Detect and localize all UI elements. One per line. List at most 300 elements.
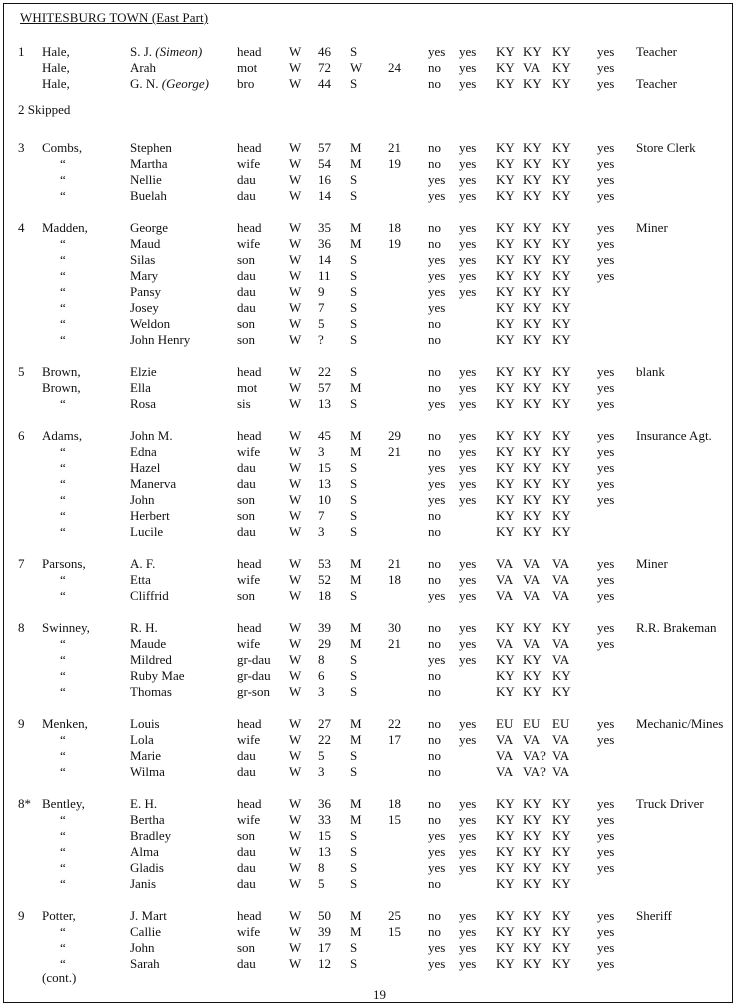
- age: 39: [318, 924, 331, 939]
- race: W: [289, 188, 302, 203]
- census-row: [4, 796, 732, 812]
- race: W: [289, 924, 302, 939]
- attended-school: no: [428, 668, 441, 683]
- census-row: [4, 364, 732, 380]
- birthplace-mother: KY: [552, 380, 571, 395]
- census-row: [4, 44, 732, 60]
- literate: yes: [459, 956, 477, 971]
- marital-status: S: [350, 828, 358, 843]
- speaks-english: yes: [597, 812, 615, 827]
- attended-school: no: [428, 812, 441, 827]
- speaks-english: yes: [597, 188, 615, 203]
- given-name: Weldon: [130, 316, 171, 331]
- speaks-english: yes: [597, 460, 615, 475]
- speaks-english: yes: [597, 716, 615, 731]
- marital-status: S: [350, 252, 358, 267]
- marital-status: M: [350, 636, 362, 651]
- literate: yes: [459, 732, 477, 747]
- family-number: 4: [18, 220, 25, 235]
- relation: gr-son: [237, 684, 270, 699]
- race: W: [289, 444, 302, 459]
- marital-status: S: [350, 44, 358, 59]
- surname: Madden,: [42, 220, 88, 235]
- attended-school: no: [428, 572, 441, 587]
- relation: head: [237, 556, 262, 571]
- surname: “: [60, 684, 66, 699]
- full-name-note: (George): [161, 76, 209, 91]
- marital-status: M: [350, 716, 362, 731]
- given-name: Lucile: [130, 524, 164, 539]
- race: W: [289, 748, 302, 763]
- birthplace-self: KY: [496, 60, 515, 75]
- occupation: R.R. Brakeman: [636, 620, 717, 635]
- surname: “: [60, 460, 66, 475]
- relation: son: [237, 508, 256, 523]
- census-row: [4, 236, 732, 252]
- literate: yes: [459, 188, 477, 203]
- marital-status: S: [350, 508, 358, 523]
- surname: “: [60, 812, 66, 827]
- literate: yes: [459, 140, 477, 155]
- race: W: [289, 300, 302, 315]
- birthplace-self: KY: [496, 252, 515, 267]
- age: 33: [318, 812, 331, 827]
- relation: wife: [237, 812, 261, 827]
- birthplace-self: KY: [496, 924, 515, 939]
- given-name: Pansy: [130, 284, 162, 299]
- birthplace-father: KY: [523, 476, 542, 491]
- years-married: 30: [388, 620, 401, 635]
- birthplace-father: KY: [523, 620, 542, 635]
- birthplace-father: VA?: [523, 764, 546, 779]
- birthplace-mother: KY: [552, 284, 571, 299]
- race: W: [289, 588, 302, 603]
- speaks-english: yes: [597, 572, 615, 587]
- birthplace-father: KY: [523, 684, 542, 699]
- race: W: [289, 764, 302, 779]
- speaks-english: yes: [597, 636, 615, 651]
- attended-school: yes: [428, 268, 446, 283]
- family-number: 5: [18, 364, 25, 379]
- relation: wife: [237, 444, 261, 459]
- census-row: [4, 828, 732, 844]
- given-name: Janis: [130, 876, 156, 891]
- race: W: [289, 652, 302, 667]
- years-married: 21: [388, 140, 401, 155]
- birthplace-self: KY: [496, 140, 515, 155]
- census-row: [4, 460, 732, 476]
- marital-status: M: [350, 140, 362, 155]
- birthplace-self: KY: [496, 684, 515, 699]
- birthplace-self: KY: [496, 460, 515, 475]
- literate: yes: [459, 492, 477, 507]
- birthplace-self: KY: [496, 908, 515, 923]
- race: W: [289, 620, 302, 635]
- years-married: 18: [388, 572, 401, 587]
- birthplace-self: KY: [496, 220, 515, 235]
- birthplace-self: KY: [496, 76, 515, 91]
- given-name: Louis: [130, 716, 160, 731]
- marital-status: S: [350, 876, 358, 891]
- occupation: Truck Driver: [636, 796, 704, 811]
- birthplace-self: KY: [496, 956, 515, 971]
- census-row: [4, 940, 732, 956]
- attended-school: yes: [428, 44, 446, 59]
- relation: sis: [237, 396, 251, 411]
- attended-school: no: [428, 76, 441, 91]
- surname: Bentley,: [42, 796, 85, 811]
- birthplace-self: VA: [496, 572, 514, 587]
- relation: wife: [237, 732, 261, 747]
- census-row: [4, 316, 732, 332]
- relation: mot: [237, 380, 258, 395]
- marital-status: M: [350, 444, 362, 459]
- given-name: George: [130, 220, 169, 235]
- relation: dau: [237, 876, 256, 891]
- birthplace-father: VA: [523, 572, 541, 587]
- census-row: [4, 444, 732, 460]
- race: W: [289, 428, 302, 443]
- literate: yes: [459, 444, 477, 459]
- age: 9: [318, 284, 325, 299]
- years-married: 29: [388, 428, 401, 443]
- relation: dau: [237, 300, 256, 315]
- race: W: [289, 940, 302, 955]
- continued-note: (cont.): [42, 970, 77, 985]
- literate: yes: [459, 796, 477, 811]
- relation: dau: [237, 764, 256, 779]
- age: ?: [318, 332, 324, 347]
- speaks-english: yes: [597, 252, 615, 267]
- birthplace-mother: KY: [552, 684, 571, 699]
- race: W: [289, 556, 302, 571]
- relation: dau: [237, 956, 256, 971]
- age: 39: [318, 620, 331, 635]
- birthplace-self: VA: [496, 732, 514, 747]
- census-row: [4, 332, 732, 348]
- given-name: E. H.: [130, 796, 158, 811]
- attended-school: no: [428, 156, 441, 171]
- birthplace-father: KY: [523, 508, 542, 523]
- speaks-english: yes: [597, 60, 615, 75]
- surname: “: [60, 284, 66, 299]
- given-name: Callie: [130, 924, 162, 939]
- surname: “: [60, 588, 66, 603]
- given-name: Cliffrid: [130, 588, 169, 603]
- given-name: G. N. (George): [130, 76, 209, 91]
- birthplace-mother: VA: [552, 764, 570, 779]
- birthplace-mother: KY: [552, 492, 571, 507]
- race: W: [289, 732, 302, 747]
- relation: dau: [237, 844, 256, 859]
- birthplace-mother: KY: [552, 460, 571, 475]
- literate: yes: [459, 428, 477, 443]
- attended-school: no: [428, 908, 441, 923]
- surname: “: [60, 236, 66, 251]
- census-row: [4, 476, 732, 492]
- age: 46: [318, 44, 331, 59]
- race: W: [289, 460, 302, 475]
- age: 36: [318, 236, 331, 251]
- speaks-english: yes: [597, 492, 615, 507]
- race: W: [289, 572, 302, 587]
- literate: yes: [459, 812, 477, 827]
- birthplace-father: KY: [523, 172, 542, 187]
- race: W: [289, 844, 302, 859]
- occupation: blank: [636, 364, 665, 379]
- literate: yes: [459, 908, 477, 923]
- attended-school: no: [428, 620, 441, 635]
- page-number: 19: [373, 987, 386, 1002]
- relation: wife: [237, 572, 261, 587]
- marital-status: S: [350, 316, 358, 331]
- birthplace-self: KY: [496, 828, 515, 843]
- census-row: [4, 172, 732, 188]
- census-row: [4, 220, 732, 236]
- birthplace-mother: KY: [552, 332, 571, 347]
- years-married: 22: [388, 716, 401, 731]
- attended-school: yes: [428, 188, 446, 203]
- page-title: WHITESBURG TOWN (East Part): [20, 10, 209, 25]
- relation: dau: [237, 284, 256, 299]
- surname: “: [60, 940, 66, 955]
- birthplace-father: KY: [523, 908, 542, 923]
- speaks-english: yes: [597, 796, 615, 811]
- surname: “: [60, 844, 66, 859]
- literate: yes: [459, 940, 477, 955]
- marital-status: M: [350, 236, 362, 251]
- surname: “: [60, 396, 66, 411]
- age: 3: [318, 764, 325, 779]
- surname: Hale,: [42, 44, 70, 59]
- birthplace-father: KY: [523, 76, 542, 91]
- race: W: [289, 364, 302, 379]
- race: W: [289, 492, 302, 507]
- relation: gr-dau: [237, 652, 271, 667]
- attended-school: yes: [428, 828, 446, 843]
- census-row: [4, 748, 732, 764]
- given-name: Bertha: [130, 812, 165, 827]
- birthplace-self: KY: [496, 444, 515, 459]
- race: W: [289, 316, 302, 331]
- relation: head: [237, 364, 262, 379]
- attended-school: no: [428, 732, 441, 747]
- attended-school: no: [428, 924, 441, 939]
- marital-status: M: [350, 620, 362, 635]
- census-row: [4, 620, 732, 636]
- birthplace-father: KY: [523, 44, 542, 59]
- race: W: [289, 812, 302, 827]
- literate: yes: [459, 716, 477, 731]
- given-name: John: [130, 940, 155, 955]
- age: 27: [318, 716, 331, 731]
- surname: “: [60, 492, 66, 507]
- birthplace-father: KY: [523, 140, 542, 155]
- census-row: [4, 188, 732, 204]
- surname: “: [60, 508, 66, 523]
- birthplace-father: KY: [523, 156, 542, 171]
- literate: yes: [459, 364, 477, 379]
- birthplace-father: KY: [523, 812, 542, 827]
- birthplace-self: KY: [496, 396, 515, 411]
- surname: “: [60, 188, 66, 203]
- attended-school: no: [428, 364, 441, 379]
- attended-school: yes: [428, 588, 446, 603]
- given-name: Thomas: [130, 684, 172, 699]
- birthplace-self: VA: [496, 748, 514, 763]
- relation: head: [237, 428, 262, 443]
- birthplace-self: KY: [496, 316, 515, 331]
- literate: yes: [459, 252, 477, 267]
- birthplace-mother: KY: [552, 236, 571, 251]
- occupation: Miner: [636, 220, 668, 235]
- surname: “: [60, 172, 66, 187]
- attended-school: no: [428, 508, 441, 523]
- birthplace-self: KY: [496, 844, 515, 859]
- marital-status: S: [350, 188, 358, 203]
- attended-school: no: [428, 524, 441, 539]
- years-married: 24: [388, 60, 401, 75]
- census-row: [4, 716, 732, 732]
- relation: wife: [237, 156, 261, 171]
- marital-status: S: [350, 492, 358, 507]
- attended-school: yes: [428, 844, 446, 859]
- years-married: 15: [388, 812, 401, 827]
- race: W: [289, 156, 302, 171]
- birthplace-mother: KY: [552, 956, 571, 971]
- age: 29: [318, 636, 331, 651]
- relation: head: [237, 796, 262, 811]
- years-married: 21: [388, 636, 401, 651]
- relation: bro: [237, 76, 255, 91]
- full-name-note: (Simeon): [155, 44, 203, 59]
- relation: head: [237, 44, 262, 59]
- age: 8: [318, 652, 325, 667]
- birthplace-father: KY: [523, 460, 542, 475]
- birthplace-mother: VA: [552, 588, 570, 603]
- age: 3: [318, 444, 325, 459]
- marital-status: S: [350, 844, 358, 859]
- given-name: Edna: [130, 444, 157, 459]
- race: W: [289, 860, 302, 875]
- occupation: Store Clerk: [636, 140, 696, 155]
- attended-school: no: [428, 444, 441, 459]
- census-row: [4, 812, 732, 828]
- speaks-english: yes: [597, 924, 615, 939]
- census-row: [4, 764, 732, 780]
- given-name: Nellie: [130, 172, 162, 187]
- literate: yes: [459, 636, 477, 651]
- birthplace-mother: KY: [552, 940, 571, 955]
- birthplace-mother: KY: [552, 508, 571, 523]
- attended-school: yes: [428, 940, 446, 955]
- surname: Hale,: [42, 76, 70, 91]
- birthplace-self: KY: [496, 476, 515, 491]
- surname: “: [60, 268, 66, 283]
- given-name: Ruby Mae: [130, 668, 185, 683]
- birthplace-mother: KY: [552, 268, 571, 283]
- birthplace-father: KY: [523, 252, 542, 267]
- census-row: [4, 156, 732, 172]
- age: 5: [318, 316, 325, 331]
- birthplace-mother: VA: [552, 556, 570, 571]
- birthplace-mother: KY: [552, 428, 571, 443]
- census-row: [4, 908, 732, 924]
- given-name: Buelah: [130, 188, 167, 203]
- birthplace-mother: VA: [552, 572, 570, 587]
- age: 8: [318, 860, 325, 875]
- birthplace-mother: KY: [552, 44, 571, 59]
- birthplace-father: VA: [523, 636, 541, 651]
- race: W: [289, 908, 302, 923]
- surname: Combs,: [42, 140, 83, 155]
- race: W: [289, 636, 302, 651]
- marital-status: M: [350, 924, 362, 939]
- birthplace-mother: KY: [552, 620, 571, 635]
- literate: yes: [459, 924, 477, 939]
- literate: yes: [459, 236, 477, 251]
- birthplace-father: KY: [523, 924, 542, 939]
- birthplace-father: KY: [523, 492, 542, 507]
- marital-status: S: [350, 76, 358, 91]
- surname: “: [60, 876, 66, 891]
- age: 22: [318, 364, 331, 379]
- family-number: 1: [18, 44, 25, 59]
- race: W: [289, 44, 302, 59]
- speaks-english: yes: [597, 444, 615, 459]
- birthplace-self: KY: [496, 652, 515, 667]
- census-row: [4, 668, 732, 684]
- race: W: [289, 76, 302, 91]
- speaks-english: yes: [597, 380, 615, 395]
- literate: yes: [459, 284, 477, 299]
- race: W: [289, 60, 302, 75]
- birthplace-father: VA?: [523, 748, 546, 763]
- literate: yes: [459, 44, 477, 59]
- surname: “: [60, 300, 66, 315]
- surname: “: [60, 636, 66, 651]
- relation: dau: [237, 188, 256, 203]
- speaks-english: yes: [597, 620, 615, 635]
- given-name: R. H.: [130, 620, 158, 635]
- attended-school: yes: [428, 476, 446, 491]
- speaks-english: yes: [597, 476, 615, 491]
- speaks-english: yes: [597, 556, 615, 571]
- birthplace-father: KY: [523, 428, 542, 443]
- family-number: 8*: [18, 796, 31, 811]
- birthplace-mother: KY: [552, 860, 571, 875]
- literate: yes: [459, 476, 477, 491]
- birthplace-mother: KY: [552, 876, 571, 891]
- speaks-english: yes: [597, 860, 615, 875]
- birthplace-mother: KY: [552, 188, 571, 203]
- relation: son: [237, 940, 256, 955]
- relation: wife: [237, 924, 261, 939]
- marital-status: S: [350, 860, 358, 875]
- race: W: [289, 236, 302, 251]
- family-number: 9: [18, 716, 25, 731]
- birthplace-father: VA: [523, 732, 541, 747]
- surname: “: [60, 444, 66, 459]
- marital-status: S: [350, 364, 358, 379]
- given-name: Silas: [130, 252, 156, 267]
- birthplace-father: KY: [523, 796, 542, 811]
- literate: yes: [459, 828, 477, 843]
- surname: Brown,: [42, 364, 81, 379]
- given-name: Josey: [130, 300, 159, 315]
- birthplace-father: KY: [523, 220, 542, 235]
- birthplace-father: KY: [523, 236, 542, 251]
